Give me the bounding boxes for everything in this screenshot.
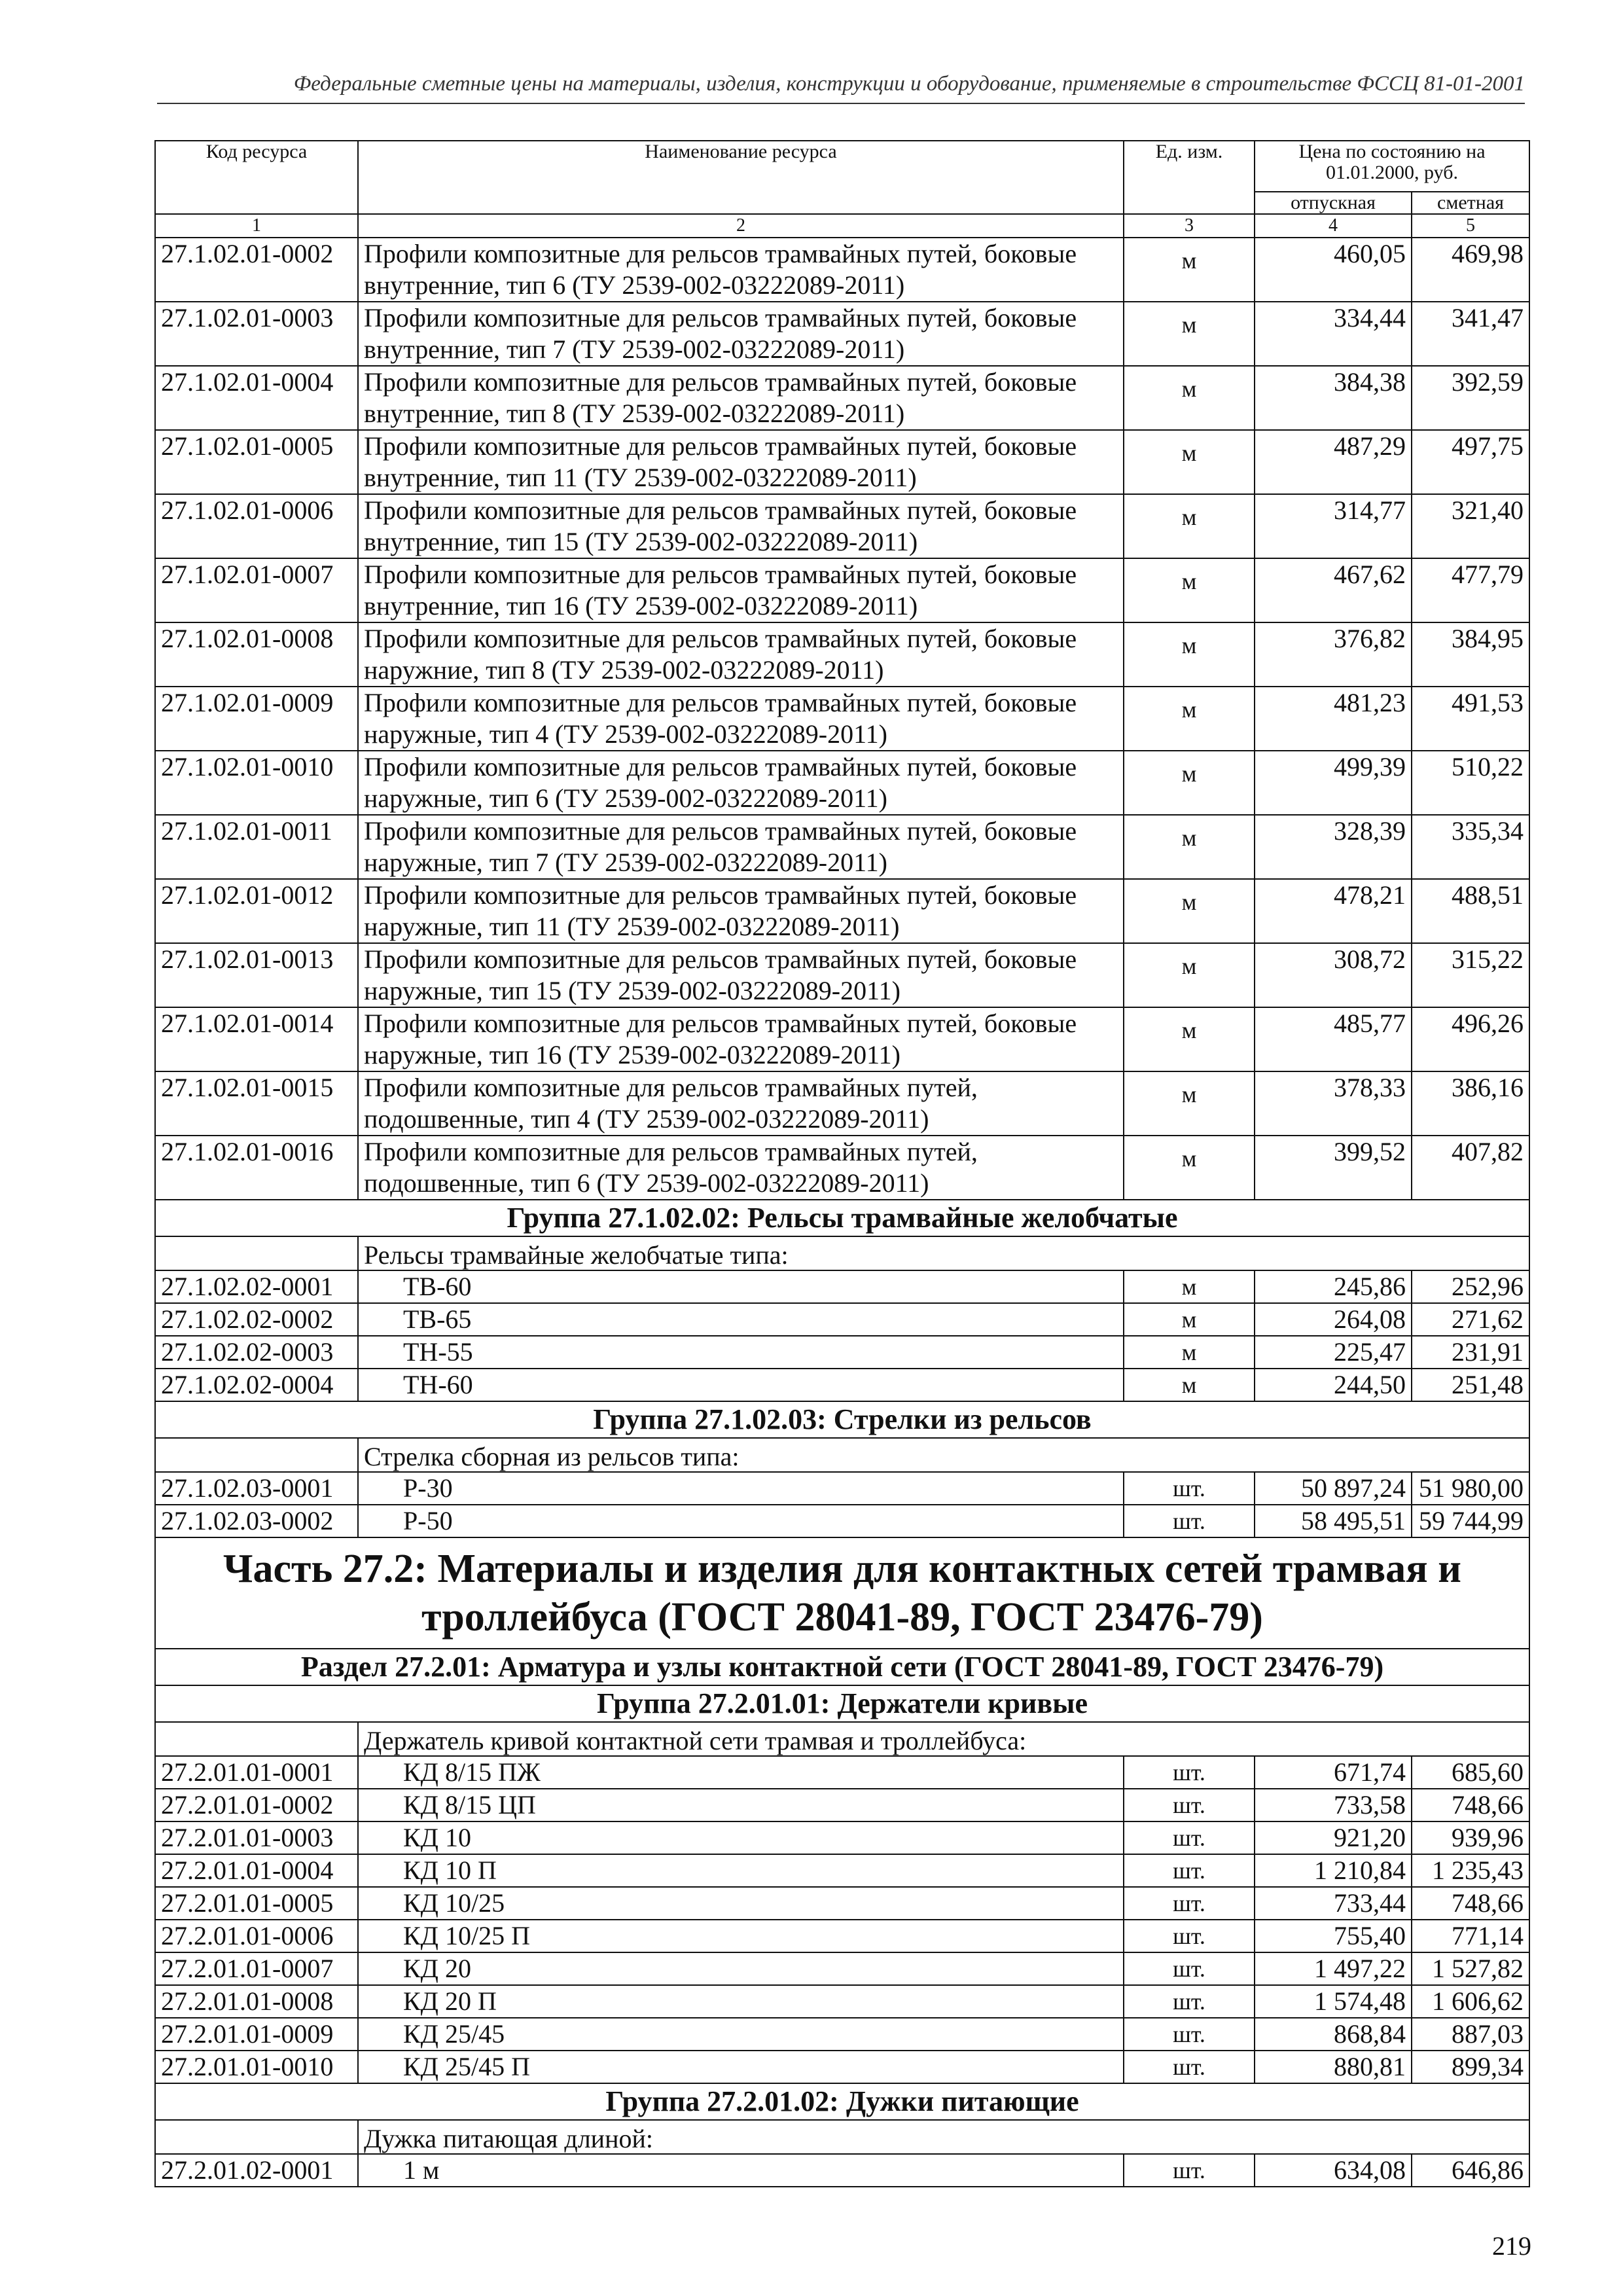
header-unit: Ед. изм. [1124,141,1255,214]
table-row [155,879,1529,943]
header-name: Наименование ресурса [358,141,1124,214]
resource-name: Профили композитные для рельсов трамвайных путей, боковые наружние, тип 8 (ТУ 2539-002-03222089-2011) [358,622,1124,687]
resource-code: 27.1.02.03-0002 [155,1505,358,1537]
table-row [155,1472,1529,1505]
price-release: 478,21 [1255,879,1412,943]
price-release: 487,29 [1255,430,1412,494]
resource-code: 27.1.02.01-0007 [155,558,358,622]
price-estimate: 51 980,00 [1412,1472,1529,1505]
unit-of-measure: шт. [1124,1505,1255,1537]
price-release: 334,44 [1255,302,1412,366]
price-estimate: 497,75 [1412,430,1529,494]
price-estimate: 59 744,99 [1412,1505,1529,1537]
resource-name: Профили композитные для рельсов трамвайных путей, боковые наружные, тип 6 (ТУ 2539-002-03222089-2011) [358,751,1124,815]
resource-code: 27.1.02.03-0001 [155,1472,358,1505]
resource-code: 27.1.02.02-0004 [155,1369,358,1401]
price-estimate: 510,22 [1412,751,1529,815]
table-row [155,622,1529,687]
resource-code: 27.1.02.01-0011 [155,815,358,879]
table-row [155,1821,1529,1854]
unit-of-measure: м [1124,1007,1255,1071]
price-estimate: 407,82 [1412,1136,1529,1200]
price-release: 733,58 [1255,1789,1412,1821]
price-release: 50 897,24 [1255,1472,1412,1505]
group-heading-row [155,2083,1529,2120]
price-release: 1 497,22 [1255,1952,1412,1985]
group-heading: Группа 27.1.02.03: Стрелки из рельсов [155,1401,1529,1438]
column-numbers-row [155,214,1529,238]
resource-code: 27.1.02.02-0002 [155,1303,358,1336]
resource-name: Профили композитные для рельсов трамвайных путей, боковые наружные, тип 7 (ТУ 2539-002-03222089-2011) [358,815,1124,879]
resource-code: 27.1.02.01-0009 [155,687,358,751]
price-estimate: 271,62 [1412,1303,1529,1336]
resource-name: Профили композитные для рельсов трамвайных путей, боковые внутренние, тип 6 (ТУ 2539-002-03222089-2011) [358,238,1124,302]
price-release: 733,44 [1255,1887,1412,1920]
price-estimate: 899,34 [1412,2051,1529,2083]
resource-code: 27.1.02.01-0014 [155,1007,358,1071]
empty-cell [155,1236,358,1270]
group-subheading-row [155,1236,1529,1270]
price-estimate: 771,14 [1412,1920,1529,1952]
resource-code: 27.1.02.01-0016 [155,1136,358,1200]
table-row [155,1136,1529,1200]
resource-code: 27.2.01.01-0004 [155,1854,358,1887]
unit-of-measure: м [1124,366,1255,430]
table-row [155,1952,1529,1985]
table-row [155,751,1529,815]
resource-code: 27.1.02.01-0006 [155,494,358,558]
resource-code: 27.2.01.01-0009 [155,2018,358,2051]
group-heading-row [155,1401,1529,1438]
resource-name: Р-30 [358,1472,1124,1505]
section-heading-row [155,1649,1529,1685]
price-release: 264,08 [1255,1303,1412,1336]
resource-name: Профили композитные для рельсов трамвайных путей, боковые внутренние, тип 8 (ТУ 2539-002-03222089-2011) [358,366,1124,430]
price-estimate: 748,66 [1412,1887,1529,1920]
resource-name: КД 10/25 П [358,1920,1124,1952]
table-row [155,494,1529,558]
part-heading: Часть 27.2: Материалы и изделия для контактных сетей трамвая и троллейбуса (ГОСТ 28041-89, ГОСТ 23476-79) [155,1537,1529,1649]
header-price-group: Цена по состоянию на 01.01.2000, руб. [1255,141,1529,192]
group-heading-row [155,1200,1529,1236]
price-estimate: 315,22 [1412,943,1529,1007]
group-subheading: Держатель кривой контактной сети трамвая и троллейбуса: [358,1722,1529,1756]
price-estimate: 386,16 [1412,1071,1529,1136]
price-release: 921,20 [1255,1821,1412,1854]
table-row [155,1071,1529,1136]
resource-code: 27.1.02.01-0003 [155,302,358,366]
group-subheading-row [155,1438,1529,1472]
price-release: 485,77 [1255,1007,1412,1071]
resource-name: КД 10 П [358,1854,1124,1887]
resource-code: 27.1.02.02-0001 [155,1270,358,1303]
unit-of-measure: м [1124,1369,1255,1401]
resource-code: 27.2.01.01-0002 [155,1789,358,1821]
group-subheading: Рельсы трамвайные желобчатые типа: [358,1236,1529,1270]
resource-code: 27.1.02.01-0015 [155,1071,358,1136]
unit-of-measure: м [1124,1136,1255,1200]
table-row [155,1789,1529,1821]
price-estimate: 477,79 [1412,558,1529,622]
price-estimate: 939,96 [1412,1821,1529,1854]
resource-name: Профили композитные для рельсов трамвайных путей, боковые наружные, тип 16 (ТУ 2539-002-03222089-2011) [358,1007,1124,1071]
resource-code: 27.2.01.01-0008 [155,1985,358,2018]
table-row [155,2018,1529,2051]
table-row [155,1854,1529,1887]
resource-name: КД 25/45 П [358,2051,1124,2083]
table-row [155,1336,1529,1369]
unit-of-measure: шт. [1124,2051,1255,2083]
resource-name: Профили композитные для рельсов трамвайных путей, боковые внутренние, тип 7 (ТУ 2539-002-03222089-2011) [358,302,1124,366]
part-heading-row [155,1537,1529,1649]
unit-of-measure: м [1124,751,1255,815]
price-release: 671,74 [1255,1756,1412,1789]
unit-of-measure: шт. [1124,2018,1255,2051]
table-row [155,1756,1529,1789]
header-code: Код ресурса [155,141,358,214]
unit-of-measure: м [1124,430,1255,494]
price-table [154,140,1530,2187]
table-row [155,1303,1529,1336]
price-release: 328,39 [1255,815,1412,879]
unit-of-measure: шт. [1124,2154,1255,2187]
unit-of-measure: шт. [1124,1854,1255,1887]
price-release: 244,50 [1255,1369,1412,1401]
unit-of-measure: м [1124,1071,1255,1136]
table-row [155,1007,1529,1071]
page-number: 219 [1492,2231,1531,2261]
resource-name: Профили композитные для рельсов трамвайных путей, подошвенные, тип 6 (ТУ 2539-002-03222089-2011) [358,1136,1124,1200]
empty-cell [155,1438,358,1472]
group-subheading: Стрелка сборная из рельсов типа: [358,1438,1529,1472]
price-release: 880,81 [1255,2051,1412,2083]
unit-of-measure: шт. [1124,1756,1255,1789]
resource-code: 27.2.01.01-0001 [155,1756,358,1789]
price-estimate: 887,03 [1412,2018,1529,2051]
price-release: 225,47 [1255,1336,1412,1369]
unit-of-measure: м [1124,879,1255,943]
price-release: 376,82 [1255,622,1412,687]
table-row [155,2051,1529,2083]
price-estimate: 321,40 [1412,494,1529,558]
price-release: 467,62 [1255,558,1412,622]
resource-name: ТН-55 [358,1336,1124,1369]
resource-name: Профили композитные для рельсов трамвайных путей, боковые внутренние, тип 11 (ТУ 2539-002-03222089-2011) [358,430,1124,494]
unit-of-measure: шт. [1124,1789,1255,1821]
resource-name: Профили композитные для рельсов трамвайных путей, боковые наружные, тип 11 (ТУ 2539-002-03222089-2011) [358,879,1124,943]
table-row [155,815,1529,879]
unit-of-measure: шт. [1124,1985,1255,2018]
price-release: 1 574,48 [1255,1985,1412,2018]
table-row [155,1505,1529,1537]
price-release: 634,08 [1255,2154,1412,2187]
resource-code: 27.2.01.01-0010 [155,2051,358,2083]
table-row [155,1887,1529,1920]
unit-of-measure: м [1124,494,1255,558]
column-number: 1 [155,214,358,238]
resource-name: Профили композитные для рельсов трамвайных путей, боковые внутренние, тип 15 (ТУ 2539-002-03222089-2011) [358,494,1124,558]
price-release: 481,23 [1255,687,1412,751]
resource-name: ТВ-60 [358,1270,1124,1303]
resource-name: ТВ-65 [358,1303,1124,1336]
empty-cell [155,1722,358,1756]
price-estimate: 384,95 [1412,622,1529,687]
price-estimate: 251,48 [1412,1369,1529,1401]
column-number: 5 [1412,214,1529,238]
price-estimate: 488,51 [1412,879,1529,943]
resource-code: 27.1.02.01-0012 [155,879,358,943]
group-heading: Группа 27.2.01.02: Дужки питающие [155,2083,1529,2120]
column-number: 4 [1255,214,1412,238]
section-heading: Раздел 27.2.01: Арматура и узлы контактной сети (ГОСТ 28041-89, ГОСТ 23476-79) [155,1649,1529,1685]
unit-of-measure: м [1124,1336,1255,1369]
table-row [155,558,1529,622]
price-release: 58 495,51 [1255,1505,1412,1537]
price-release: 378,33 [1255,1071,1412,1136]
resource-name: КД 10/25 [358,1887,1124,1920]
table-row [155,238,1529,302]
resource-name: КД 10 [358,1821,1124,1854]
unit-of-measure: шт. [1124,1952,1255,1985]
table-row [155,1369,1529,1401]
price-release: 460,05 [1255,238,1412,302]
resource-name: Профили композитные для рельсов трамвайных путей, боковые внутренние, тип 16 (ТУ 2539-002-03222089-2011) [358,558,1124,622]
resource-name: КД 20 [358,1952,1124,1985]
unit-of-measure: м [1124,815,1255,879]
price-release: 308,72 [1255,943,1412,1007]
price-release: 384,38 [1255,366,1412,430]
unit-of-measure: шт. [1124,1472,1255,1505]
price-release: 868,84 [1255,2018,1412,2051]
price-estimate: 496,26 [1412,1007,1529,1071]
group-subheading: Дужка питающая длиной: [358,2120,1529,2154]
table-row [155,302,1529,366]
unit-of-measure: шт. [1124,1920,1255,1952]
unit-of-measure: м [1124,302,1255,366]
price-estimate: 1 606,62 [1412,1985,1529,2018]
group-subheading-row [155,1722,1529,1756]
price-estimate: 392,59 [1412,366,1529,430]
header-price-release: отпускная [1255,192,1412,214]
price-release: 314,77 [1255,494,1412,558]
resource-code: 27.2.01.01-0006 [155,1920,358,1952]
price-estimate: 469,98 [1412,238,1529,302]
column-number: 3 [1124,214,1255,238]
resource-name: Р-50 [358,1505,1124,1537]
price-estimate: 748,66 [1412,1789,1529,1821]
resource-name: Профили композитные для рельсов трамвайных путей, подошвенные, тип 4 (ТУ 2539-002-03222089-2011) [358,1071,1124,1136]
table-row [155,1985,1529,2018]
price-release: 1 210,84 [1255,1854,1412,1887]
group-heading-row [155,1685,1529,1722]
group-heading: Группа 27.2.01.01: Держатели кривые [155,1685,1529,1722]
resource-code: 27.1.02.01-0005 [155,430,358,494]
unit-of-measure: м [1124,943,1255,1007]
unit-of-measure: м [1124,687,1255,751]
resource-code: 27.2.01.01-0003 [155,1821,358,1854]
empty-cell [155,2120,358,2154]
resource-name: КД 25/45 [358,2018,1124,2051]
unit-of-measure: шт. [1124,1821,1255,1854]
running-head: Федеральные сметные цены на материалы, изделия, конструкции и оборудование, применяемые в строительстве ФССЦ 81-01-2001 [157,72,1525,104]
price-release: 499,39 [1255,751,1412,815]
group-subheading-row [155,2120,1529,2154]
resource-name: КД 20 П [358,1985,1124,2018]
unit-of-measure: м [1124,238,1255,302]
resource-name: КД 8/15 ПЖ [358,1756,1124,1789]
price-release: 399,52 [1255,1136,1412,1200]
price-estimate: 1 235,43 [1412,1854,1529,1887]
resource-name: Профили композитные для рельсов трамвайных путей, боковые наружные, тип 4 (ТУ 2539-002-03222089-2011) [358,687,1124,751]
resource-code: 27.1.02.02-0003 [155,1336,358,1369]
resource-name: ТН-60 [358,1369,1124,1401]
price-estimate: 1 527,82 [1412,1952,1529,1985]
resource-code: 27.1.02.01-0010 [155,751,358,815]
header-price-estimate: сметная [1412,192,1529,214]
resource-code: 27.1.02.01-0002 [155,238,358,302]
resource-code: 27.2.01.02-0001 [155,2154,358,2187]
resource-code: 27.1.02.01-0004 [155,366,358,430]
table-row [155,687,1529,751]
table-body [155,238,1529,2187]
resource-code: 27.1.02.01-0013 [155,943,358,1007]
resource-name: 1 м [358,2154,1124,2187]
price-estimate: 491,53 [1412,687,1529,751]
resource-code: 27.2.01.01-0005 [155,1887,358,1920]
unit-of-measure: м [1124,622,1255,687]
price-estimate: 341,47 [1412,302,1529,366]
price-estimate: 646,86 [1412,2154,1529,2187]
group-heading: Группа 27.1.02.02: Рельсы трамвайные желобчатые [155,1200,1529,1236]
table-row [155,1920,1529,1952]
price-release: 755,40 [1255,1920,1412,1952]
table-row [155,1270,1529,1303]
resource-name: КД 8/15 ЦП [358,1789,1124,1821]
unit-of-measure: м [1124,1270,1255,1303]
price-estimate: 335,34 [1412,815,1529,879]
price-estimate: 685,60 [1412,1756,1529,1789]
resource-name: Профили композитные для рельсов трамвайных путей, боковые наружные, тип 15 (ТУ 2539-002-03222089-2011) [358,943,1124,1007]
unit-of-measure: м [1124,558,1255,622]
price-estimate: 252,96 [1412,1270,1529,1303]
price-release: 245,86 [1255,1270,1412,1303]
table-row [155,366,1529,430]
table-row [155,430,1529,494]
resource-code: 27.1.02.01-0008 [155,622,358,687]
unit-of-measure: шт. [1124,1887,1255,1920]
unit-of-measure: м [1124,1303,1255,1336]
column-number: 2 [358,214,1124,238]
table-row [155,943,1529,1007]
price-estimate: 231,91 [1412,1336,1529,1369]
table-row [155,2154,1529,2187]
resource-code: 27.2.01.01-0007 [155,1952,358,1985]
